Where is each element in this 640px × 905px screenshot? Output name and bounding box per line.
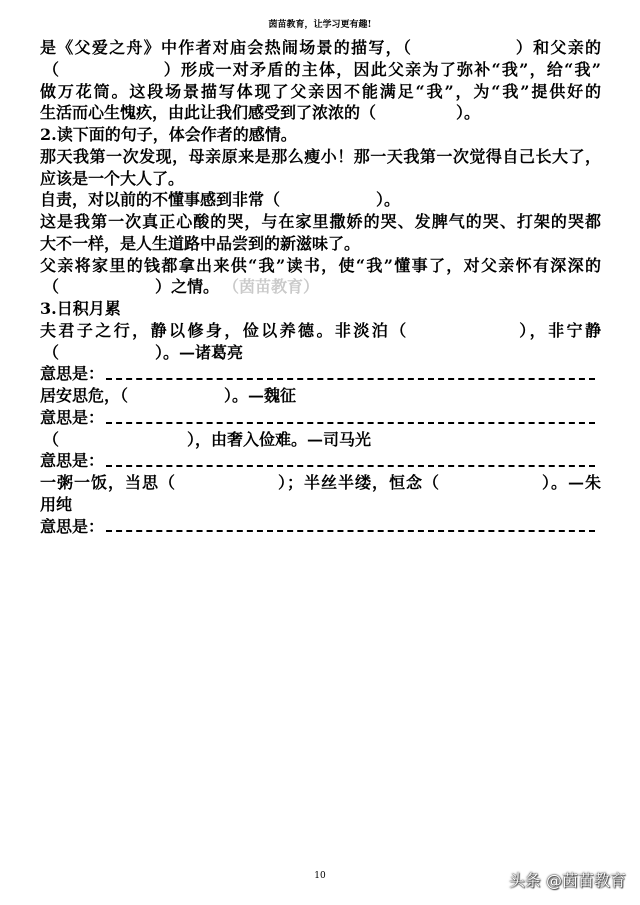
text-line: （ ）形成一对矛盾的主体，因此父亲为了弥补“我”，给“我” xyxy=(43,59,601,79)
text-line xyxy=(40,276,601,298)
header-slogan: 茵苗教育，让学习更有趣! xyxy=(268,20,372,30)
inline-watermark: （茵苗教育） xyxy=(231,277,320,297)
corner-watermark: 头条 @茵苗教育 xyxy=(508,871,626,890)
text-line: 夫君子之行，静以修身，俭以养德。非淡泊（ ），非宁静 xyxy=(40,320,601,340)
text-line: 做万花筒。这段场景描写体现了父亲因不能满足“我”，为“我”提供好的 xyxy=(40,81,601,101)
text-line: 生活而心生愧疚，由此让我们感受到了浓浓的（ ）。 xyxy=(40,103,481,123)
text-line-part: （ ）之情。 xyxy=(43,277,220,297)
text-line: 自责，对以前的不懂事感到非常（ ）。 xyxy=(40,190,401,210)
text-line: （ ），由奢入俭难。—司马光 xyxy=(43,429,372,449)
text-line: 那天我第一次发现，母亲原来是那么瘦小！那一天我第一次觉得自己长大了， xyxy=(40,146,601,166)
answer-label: 意思是： xyxy=(40,516,105,536)
text-line: （ ）。—诸葛亮 xyxy=(43,342,244,362)
answer-row xyxy=(40,516,601,538)
question-2-heading: 2.读下面的句子，体会作者的感情。 xyxy=(40,125,297,144)
text-line: 用纯 xyxy=(40,494,73,514)
answer-label: 意思是： xyxy=(40,364,105,384)
text-line: 这是我第一次真正心酸的哭，与在家里撒娇的哭、发脾气的哭、打架的哭都 xyxy=(40,212,601,231)
text-line: 是《父爱之舟》中作者对庙会热闹场景的描写，（ ）和父亲的 xyxy=(40,38,601,57)
answer-row xyxy=(40,407,601,429)
question-3-heading: 3.日积月累 xyxy=(40,299,121,318)
answer-line[interactable] xyxy=(106,378,595,380)
worksheet-content xyxy=(40,37,601,537)
text-line: 大不一样，是人生道路中品尝到的新滋味了。 xyxy=(40,233,361,253)
answer-line[interactable] xyxy=(106,422,595,424)
text-line: 一粥一饭，当思（ ）；半丝半缕，恒念（ ）。—朱 xyxy=(40,473,601,492)
answer-row xyxy=(40,363,601,385)
answer-line[interactable] xyxy=(106,530,595,532)
answer-label: 意思是： xyxy=(40,407,105,427)
answer-line[interactable] xyxy=(106,465,595,467)
answer-label: 意思是： xyxy=(40,451,105,471)
text-line: 应该是一个大人了。 xyxy=(40,168,185,188)
text-line: 居安思危，（ ）。—魏征 xyxy=(40,386,297,405)
answer-row xyxy=(40,450,601,472)
page-number: 10 xyxy=(314,871,326,881)
text-line: 父亲将家里的钱都拿出来供“我”读书，使“我”懂事了，对父亲怀有深深的 xyxy=(40,255,601,275)
